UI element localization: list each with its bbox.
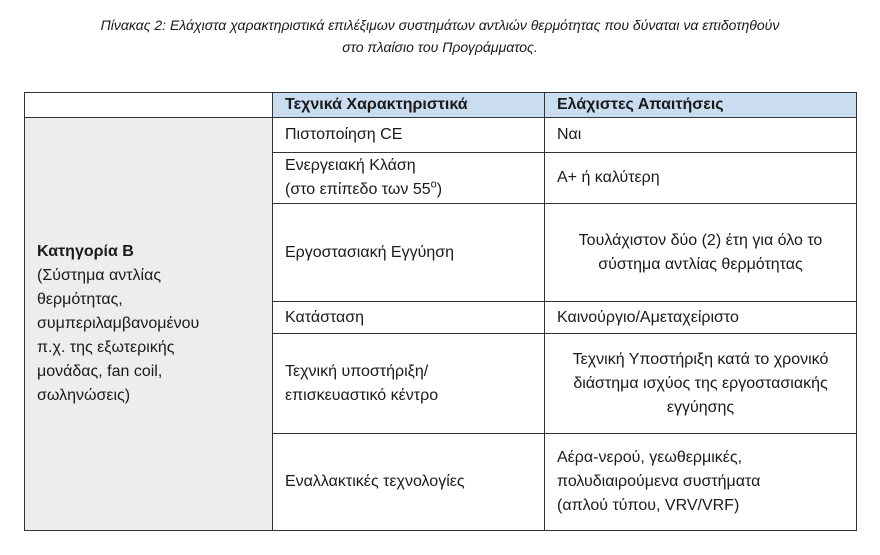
category-line: θερμότητας,	[37, 291, 123, 308]
requirement-text: Αέρα-νερού, γεωθερμικές,	[557, 449, 743, 466]
category-line: μονάδας, fan coil,	[37, 363, 163, 380]
feature-cell	[273, 334, 545, 434]
requirement-cell	[545, 334, 857, 434]
feature-cell	[273, 118, 545, 153]
requirement-text: Τεχνική Υποστήριξη κατά το χρονικό	[572, 350, 829, 368]
feature-text: Εναλλακτικές τεχνολογίες	[285, 473, 465, 490]
category-line: π.χ. της εξωτερικής	[37, 339, 175, 356]
category-line: (Σύστημα αντλίας	[37, 267, 162, 284]
feature-text: Τεχνική υποστήριξη/	[285, 362, 429, 380]
header-requirements: Ελάχιστες Απαιτήσεις	[545, 93, 857, 118]
requirement-text: εγγύησης	[666, 398, 735, 416]
requirement-cell	[545, 434, 857, 531]
requirement-text: διάστημα ισχύος της εργοστασιακής	[573, 374, 828, 392]
feature-text-part: )	[436, 181, 443, 198]
requirement-text: σύστημα αντλίας θερμότητας	[598, 255, 803, 273]
feature-text-part: (στο επίπεδο των 55	[285, 181, 431, 198]
feature-text: Κατάσταση	[285, 308, 365, 326]
caption-line-1: Πίνακας 2: Ελάχιστα χαρακτηριστικά επιλέξιμων συστημάτων αντλιών θερμότητας που δύναται να επιδοτηθούν	[100, 17, 780, 33]
requirement-text: (απλού τύπου, VRV/VRF)	[557, 497, 740, 514]
degree-superscript: o	[430, 178, 437, 191]
table-header-row	[25, 93, 857, 118]
empty-header-cell	[25, 93, 273, 118]
feature-text: Εργοστασιακή Εγγύηση	[285, 243, 455, 261]
feature-cell	[273, 153, 545, 204]
requirement-cell	[545, 118, 857, 153]
requirement-cell	[545, 302, 857, 334]
feature-text	[285, 178, 532, 202]
requirement-text: Καινούργιο/Αμεταχείριστο	[557, 308, 739, 326]
requirement-text: A+ ή καλύτερη	[557, 169, 660, 186]
category-line: σωληνώσεις)	[37, 387, 131, 404]
category-line: συμπεριλαμβανομένου	[37, 315, 200, 332]
feature-cell	[273, 434, 545, 531]
category-title: Κατηγορία Β	[37, 243, 134, 260]
feature-text: Πιστοποίηση CE	[285, 126, 403, 143]
feature-text: Ενεργειακή Κλάση	[285, 157, 416, 174]
table-caption	[0, 14, 880, 58]
requirement-cell	[545, 153, 857, 204]
feature-cell	[273, 302, 545, 334]
requirement-text: Ναι	[557, 126, 582, 143]
header-features: Τεχνικά Χαρακτηριστικά	[273, 93, 545, 118]
requirement-text: πολυδιαιρούμενα συστήματα	[557, 473, 761, 490]
requirement-text: Τουλάχιστον δύο (2) έτη για όλο το	[578, 231, 823, 249]
table-row	[25, 118, 857, 153]
requirements-table	[24, 92, 857, 531]
category-cell	[25, 118, 273, 531]
requirement-cell	[545, 204, 857, 302]
caption-line-2: στο πλαίσιο του Προγράμματος.	[342, 39, 538, 55]
feature-cell	[273, 204, 545, 302]
feature-text: επισκευαστικό κέντρο	[285, 386, 439, 404]
